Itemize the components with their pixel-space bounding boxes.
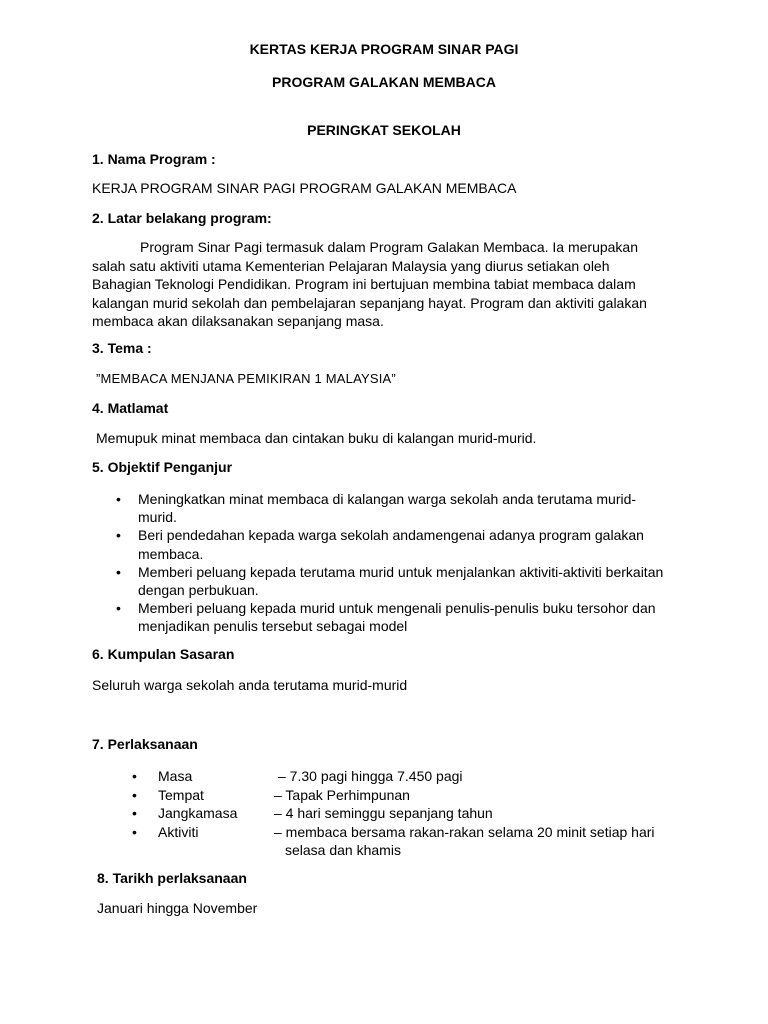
section-heading-latar-belakang: 2. Latar belakang program: — [92, 210, 272, 226]
objektif-list — [92, 490, 672, 636]
list-item — [92, 526, 672, 562]
section-heading-tarikh: 8. Tarikh perlaksanaan — [97, 870, 247, 886]
section-heading-perlaksanaan: 7. Perlaksanaan — [92, 736, 198, 752]
tema-text: ”MEMBACA MENJANA PEMIKIRAN 1 MALAYSIA” — [96, 371, 396, 386]
perlaksanaan-label: Jangkamasa — [158, 805, 238, 821]
bullet-icon: • — [132, 823, 137, 840]
section-heading-matlamat: 4. Matlamat — [92, 400, 169, 416]
objektif-item-text: Beri pendedahan kepada warga sekolah andamengenai adanya program galakan membaca. — [138, 527, 644, 562]
document-subtitle: PROGRAM GALAKAN MEMBACA — [272, 74, 496, 90]
perlaksanaan-item-aktiviti — [92, 823, 692, 860]
perlaksanaan-value-continuation: selasa dan khamis — [285, 842, 401, 858]
objektif-item-text: Memberi peluang kepada terutama murid untuk menjalankan aktiviti-aktiviti berkaitan dengan perbukuan. — [138, 563, 664, 599]
perlaksanaan-label: Tempat — [158, 786, 204, 803]
perlaksanaan-label: Aktiviti — [158, 823, 199, 840]
perlaksanaan-label: Masa — [158, 768, 193, 784]
bullet-icon: • — [116, 563, 121, 580]
perlaksanaan-value-line: – membaca bersama rakan-rakan selama 20 minit setiap hari — [274, 823, 655, 840]
kumpulan-sasaran-text: Seluruh warga sekolah anda terutama murid-murid — [92, 677, 408, 693]
perlaksanaan-value: – 7.30 pagi hingga 7.450 pagi — [278, 768, 463, 784]
section-heading-kumpulan-sasaran: 6. Kumpulan Sasaran — [92, 646, 235, 662]
list-item — [92, 490, 672, 526]
bullet-icon: • — [132, 786, 137, 803]
document-level: PERINGKAT SEKOLAH — [307, 122, 461, 138]
bullet-icon: • — [132, 768, 137, 784]
section-heading-nama-program: 1. Nama Program : — [92, 151, 216, 167]
perlaksanaan-value — [274, 823, 674, 860]
objektif-item-text: Memberi peluang kepada murid untuk mengenali penulis-penulis buku tersohor dan menjadikan penulis tersebut sebagai model — [138, 600, 656, 635]
objektif-item-text: Meningkatkan minat membaca di kalangan warga sekolah anda terutama murid-murid. — [138, 491, 637, 526]
perlaksanaan-value: – Tapak Perhimpunan — [274, 786, 410, 803]
matlamat-text: Memupuk minat membaca dan cintakan buku di kalangan murid-murid. — [96, 430, 537, 446]
bullet-icon: • — [116, 527, 121, 544]
perlaksanaan-item-masa — [92, 767, 692, 786]
perlaksanaan-item-tempat — [92, 786, 692, 805]
perlaksanaan-value: – 4 hari seminggu sepanjang tahun — [274, 805, 493, 821]
perlaksanaan-list — [92, 767, 692, 860]
perlaksanaan-item-jangkamasa — [92, 804, 692, 823]
section-heading-objektif: 5. Objektif Penganjur — [92, 459, 233, 475]
latar-belakang-paragraph: Program Sinar Pagi termasuk dalam Program Galakan Membaca. Ia merupakan salah satu aktiviti utama Kementerian Pelajaran Malaysia yang diurus setiakan oleh Bahagian Teknologi Pendidikan. Program ini bertujuan membina tabiat membaca dalam kalangan murid sekolah dan pembelajaran sepanjang hayat. Program dan aktiviti galakan membaca akan dilaksanakan sepanjang masa. — [92, 239, 647, 329]
nama-program-text: KERJA PROGRAM SINAR PAGI PROGRAM GALAKAN MEMBACA — [92, 180, 517, 196]
bullet-icon: • — [132, 805, 137, 821]
bullet-icon: • — [116, 600, 121, 617]
bullet-icon: • — [116, 491, 121, 507]
tarikh-text: Januari hingga November — [97, 900, 258, 916]
document-title: KERTAS KERJA PROGRAM SINAR PAGI — [249, 41, 519, 57]
section-heading-tema: 3. Tema : — [92, 340, 152, 356]
list-item — [92, 599, 672, 635]
list-item — [92, 563, 672, 599]
